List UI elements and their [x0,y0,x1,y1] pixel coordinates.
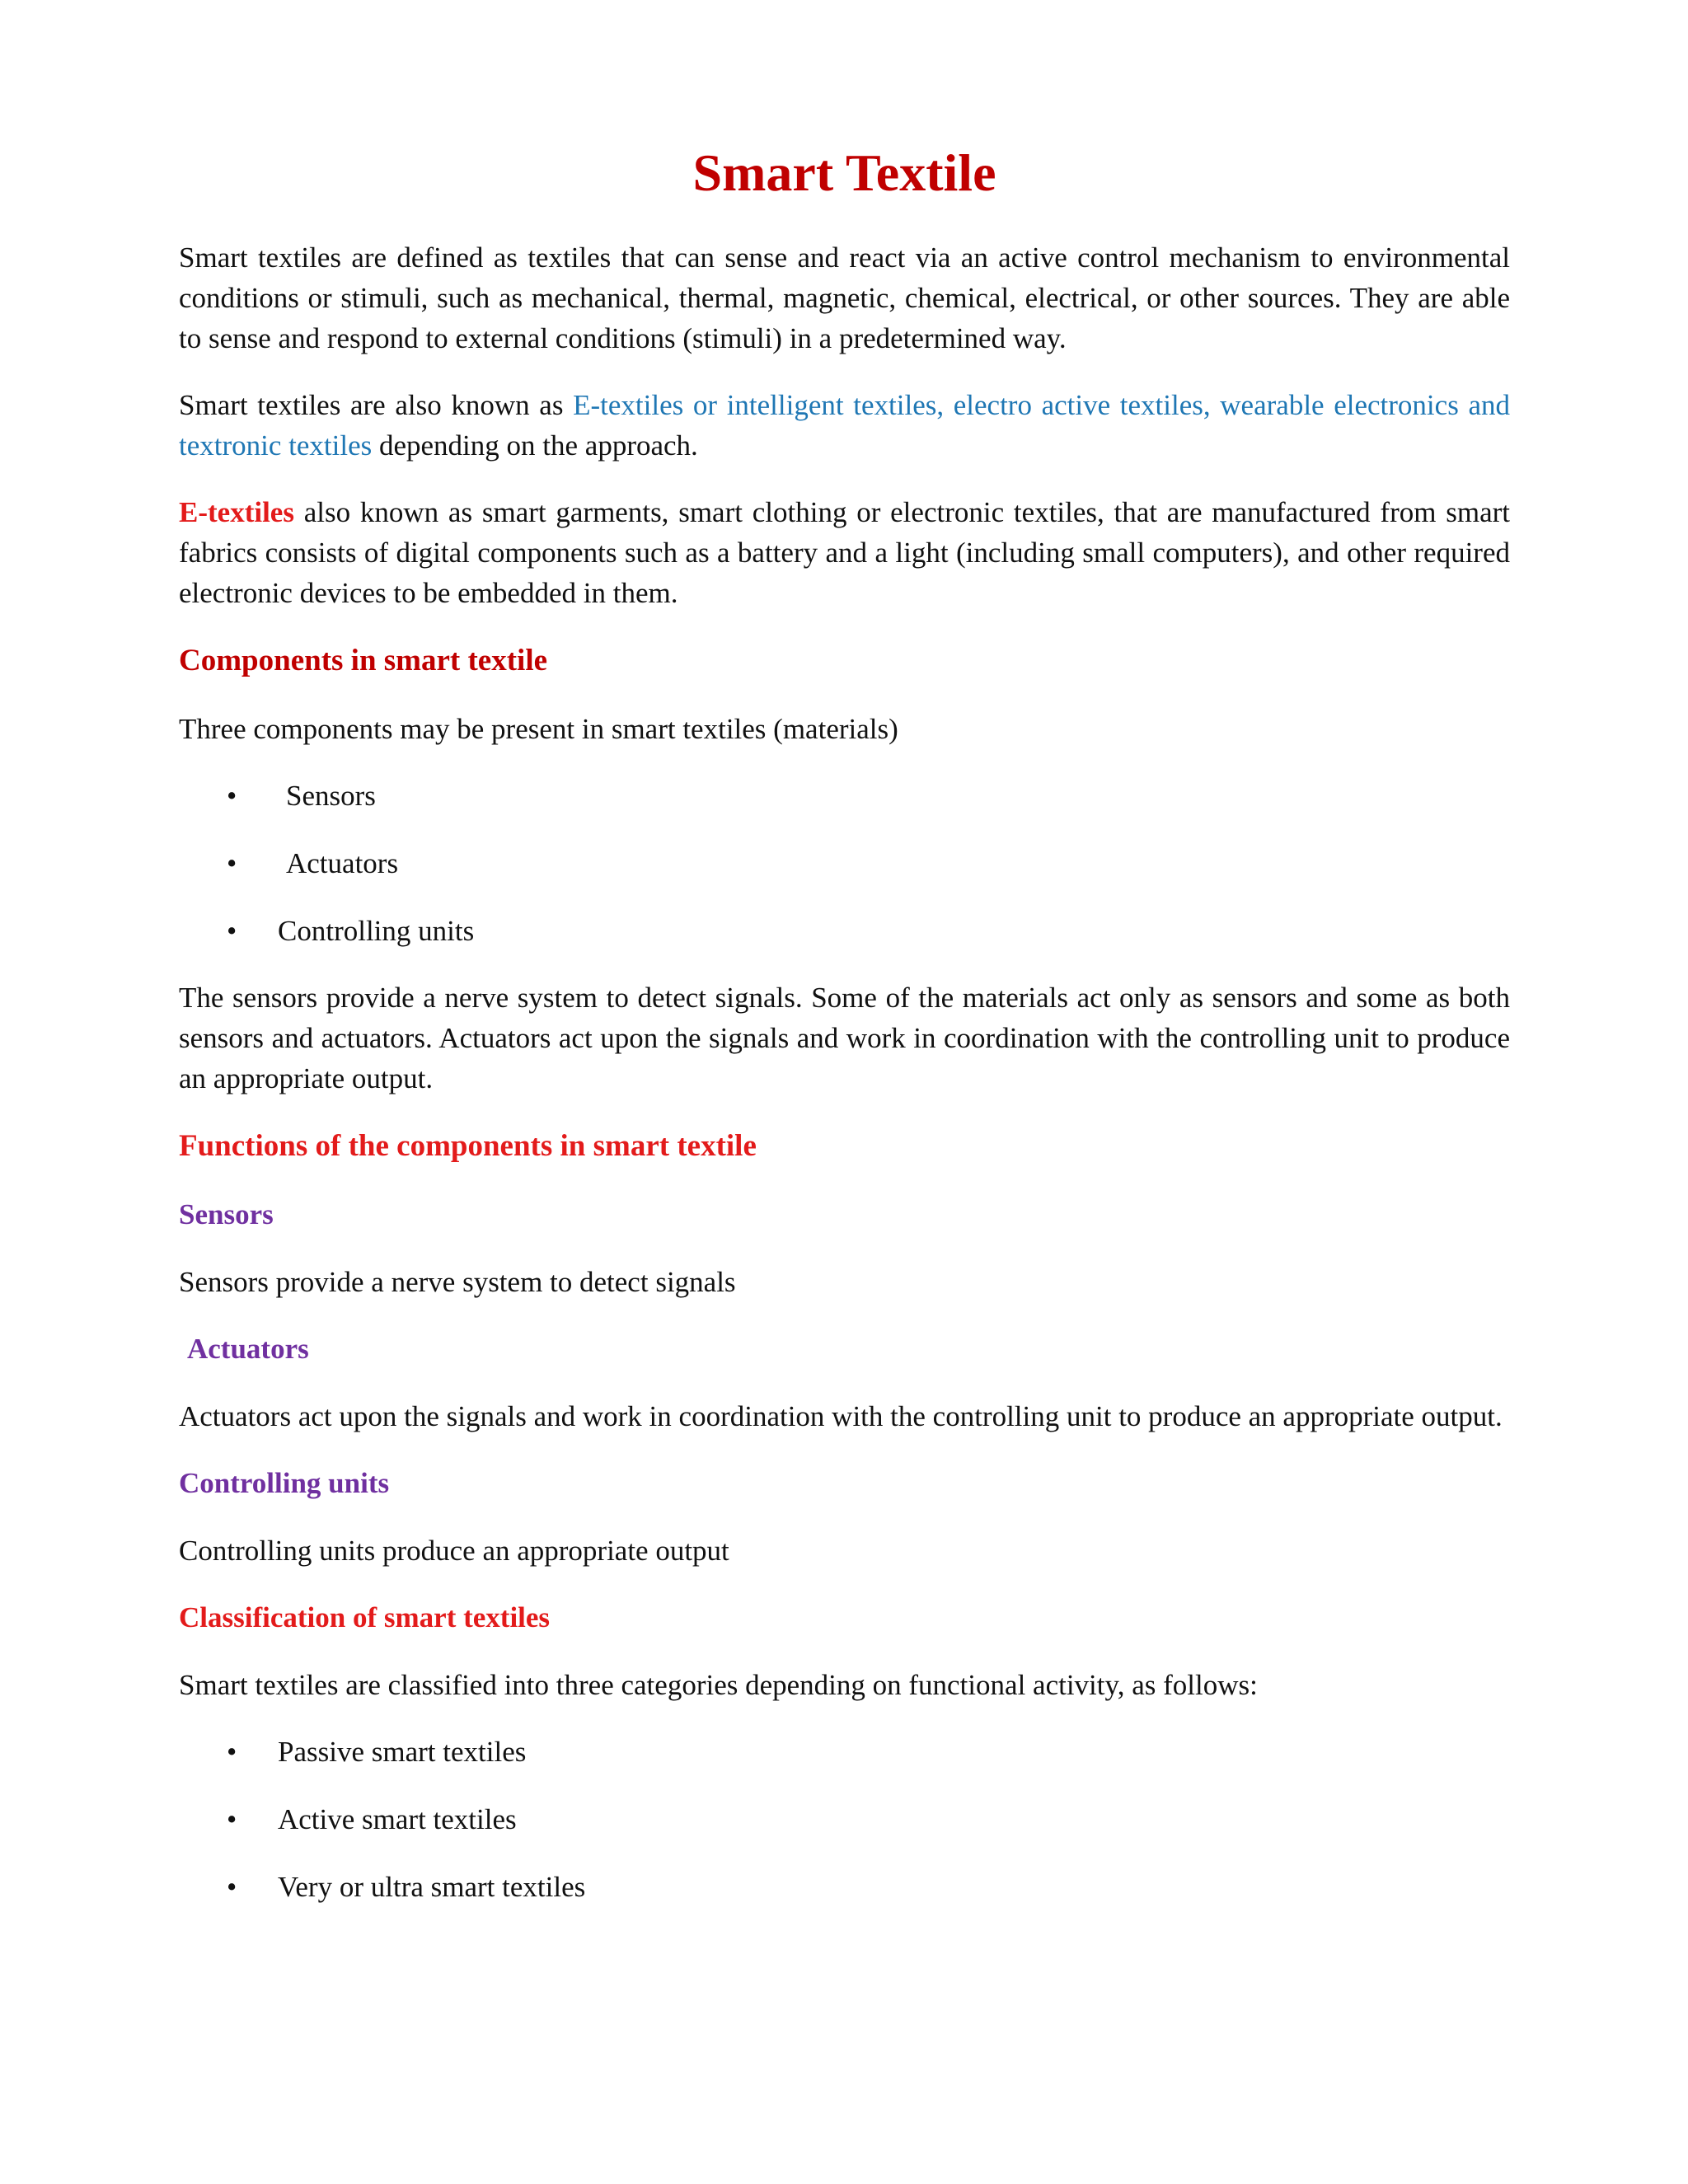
list-item-text: Sensors [286,780,376,812]
actuators-subheading: Actuators [187,1333,309,1365]
list-item-text: Passive smart textiles [278,1736,527,1768]
aliases-trailing-text: depending on the approach. [372,429,698,462]
list-item [179,776,1510,816]
actuators-text: Actuators act upon the signals and work in coordination with the controlling unit to produce an appropriate output. [179,1400,1503,1432]
classification-intro: Smart textiles are classified into three categories depending on functional activity, as follows: [179,1669,1258,1701]
list-item-text: Controlling units [278,915,475,947]
components-heading: Components in smart textile [179,644,548,677]
sensors-subheading: Sensors [179,1198,274,1230]
document-content [179,138,1510,1933]
sensors-text: Sensors provide a nerve system to detect signals [179,1266,736,1298]
list-item [179,911,1510,951]
bullet-icon: • [227,847,237,879]
functions-heading: Functions of the components in smart textile [179,1129,757,1163]
etextiles-description: also known as smart garments, smart clothing or electronic textiles, that are manufactured from smart fabrics consists of digital components such as a battery and a light (including small computers), and other required electronic devices to be embedded in them. [179,496,1510,609]
bullet-icon: • [227,1871,237,1903]
controlling-units-subheading: Controlling units [179,1467,390,1499]
page-title: Smart Textile [692,143,996,202]
etextiles-term: E-textiles [179,496,294,528]
list-item-text: Active smart textiles [278,1803,517,1835]
list-item [179,843,1510,883]
bullet-icon: • [227,915,237,947]
controlling-units-text: Controlling units produce an appropriate output [179,1535,729,1567]
aliases-highlight-text: E-textiles or intelligent textiles, electro active textiles, wearable electronics and textronic textiles [179,389,1510,462]
classification-list [179,1732,1510,1907]
bullet-icon: • [227,1803,237,1835]
list-item [179,1732,1510,1772]
list-item-text: Actuators [286,847,399,879]
classification-heading: Classification of smart textiles [179,1601,551,1633]
list-item [179,1867,1510,1907]
bullet-icon: • [227,780,237,812]
components-explanation: The sensors provide a nerve system to detect signals. Some of the materials act only as sensors and some as both sensors and actuators. Actuators act upon the signals and work in coordination with the controlling unit to produce an appropriate output. [179,982,1510,1094]
intro-definition-paragraph: Smart textiles are defined as textiles that can sense and react via an active control mechanism to environmental conditions or stimuli, such as mechanical, thermal, magnetic, chemical, electrical, or other sources. They are able to sense and respond to external conditions (stimuli) in a predetermined way. [179,241,1510,354]
components-intro: Three components may be present in smart textiles (materials) [179,713,898,745]
list-item-text: Very or ultra smart textiles [278,1871,586,1903]
list-item [179,1799,1510,1840]
bullet-icon: • [227,1736,237,1768]
components-list [179,776,1510,951]
intro-aliases-paragraph [179,385,1510,466]
aliases-lead-text: Smart textiles are also known as [179,389,574,421]
etextiles-paragraph [179,492,1510,613]
